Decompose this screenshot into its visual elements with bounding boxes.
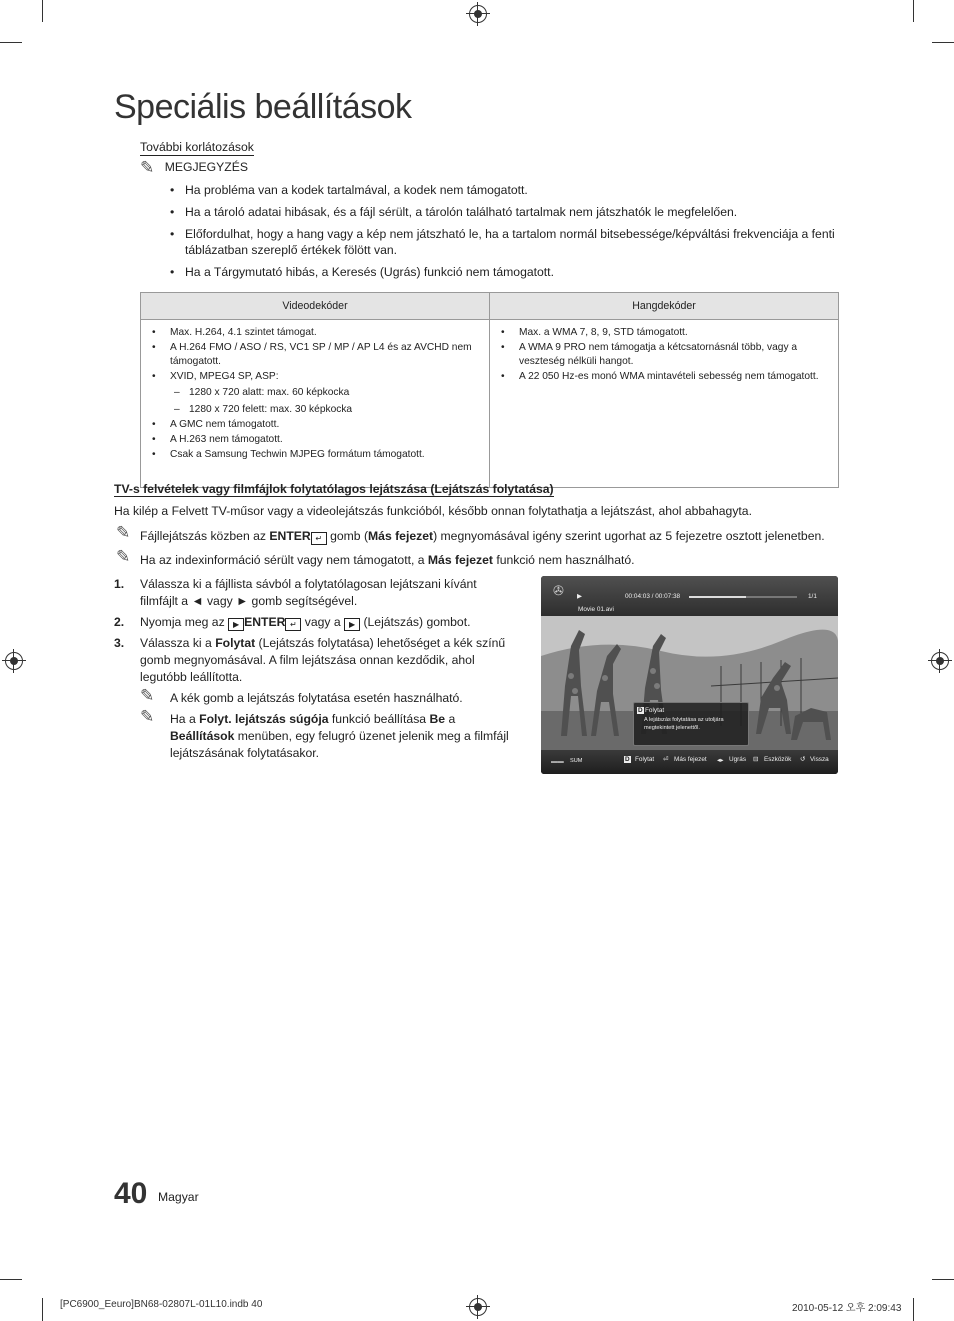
- subnote-bold: Be: [429, 712, 446, 726]
- player-bottom-bar: [541, 750, 838, 774]
- pencil-note-icon: ✎: [116, 547, 131, 566]
- crop-mark: [913, 0, 914, 22]
- enter-icon: ⏎: [663, 756, 669, 763]
- crop-mark: [0, 42, 22, 43]
- usb-icon: ▬▬: [551, 758, 564, 765]
- step-text: Válassza ki a fájllista sávból a folytatólagosan lejátszani kívánt filmfájlt a: [140, 577, 477, 608]
- device-label: SUM: [570, 758, 583, 764]
- step-text: vagy: [203, 594, 237, 608]
- list-item: • A H.263 nem támogatott.: [145, 433, 485, 448]
- footer-date: 2010-05-12 오후 2:09:43: [792, 1303, 902, 1314]
- steps-list: [114, 576, 514, 766]
- popup-text: A lejátszás folytatása az utoljára: [644, 717, 724, 723]
- list-item: • Ha a tároló adatai hibásak, és a fájl sérült, a tárolón található tartalmak nem játszhatók le megfelelően.: [170, 204, 840, 220]
- note-bold: Más fejezet: [427, 553, 493, 567]
- step-text: (Lejátszás folytatása) lehetőséget a kék színű gomb megnyomásával. A film lejátszása onnan kezdődik, ahol legutóbb leállította.: [140, 636, 506, 684]
- subnote: [140, 686, 514, 707]
- note-text: funkció nem használható.: [492, 553, 635, 567]
- pencil-note-icon: ✎: [140, 158, 155, 177]
- video-decoder-cell: [141, 320, 490, 488]
- step-text: (Lejátszás) gombot.: [360, 615, 471, 629]
- page-title: Speciális beállítások: [114, 88, 412, 126]
- tools-icon: ⊟: [753, 756, 759, 763]
- movie-icon: ✇: [553, 583, 564, 598]
- list-item: – 1280 x 720 alatt: max. 60 képkocka: [145, 384, 485, 401]
- file-count: 1/1: [808, 593, 817, 600]
- crop-mark: [42, 0, 43, 22]
- step-number: 1.: [114, 577, 125, 591]
- ugras-button[interactable]: Ugrás: [729, 756, 747, 763]
- mas-fejezet-button[interactable]: Más fejezet: [674, 756, 707, 763]
- list-item: • A H.264 FMO / ASO / RS, VC1 SP / MP / AP L4 és az AVCHD nem támogatott.: [145, 341, 485, 370]
- folytat-button[interactable]: Folytat: [635, 756, 655, 763]
- subnote-bold: Beállítások: [170, 729, 235, 743]
- list-item: • A GMC nem támogatott.: [145, 418, 485, 433]
- play-icon: ▶: [228, 618, 244, 631]
- note-bold: Más fejezet: [368, 529, 434, 543]
- note-header: [140, 158, 248, 178]
- blue-key-icon: D: [638, 707, 643, 714]
- pencil-note-icon: ✎: [116, 523, 131, 542]
- blue-key-icon: D: [625, 756, 630, 763]
- subnote-text: menüben, egy felugró üzenet jelenik meg a filmfájl lejátszásának folytatásakor.: [170, 729, 509, 760]
- crop-mark: [932, 42, 954, 43]
- registration-mark-icon: [469, 5, 487, 23]
- page-number: 40: [114, 1177, 148, 1210]
- player-top-bar: [541, 576, 838, 616]
- step-1: [114, 576, 514, 610]
- enter-key-label: ENTER: [244, 615, 286, 629]
- step-text: vagy a: [301, 615, 345, 629]
- subnote-text: a: [445, 712, 456, 726]
- enter-key-label: ENTER: [269, 529, 311, 543]
- crop-mark: [42, 1298, 43, 1321]
- right-arrow-icon: ►: [236, 594, 249, 608]
- codec-table: [140, 292, 839, 488]
- list-item: – 1280 x 720 felett: max. 30 képkocka: [145, 401, 485, 418]
- list-item: • Max. H.264, 4.1 szintet támogat.: [145, 326, 485, 341]
- crop-mark: [0, 1279, 22, 1280]
- note-text: Fájllejátszás közben az: [140, 529, 270, 543]
- restrictions-heading: További korlátozások: [140, 140, 254, 154]
- list-item: • XVID, MPEG4 SP, ASP:: [145, 370, 485, 385]
- registration-mark-icon: [469, 1298, 487, 1316]
- enter-icon: ↵: [311, 532, 327, 545]
- registration-mark-icon: [931, 652, 949, 670]
- audio-decoder-cell: [490, 320, 839, 488]
- crop-mark: [932, 1279, 954, 1280]
- pencil-note-icon: ✎: [140, 707, 155, 726]
- list-item: • A WMA 9 PRO nem támogatja a kétcsatornásnál több, vagy a veszteség nélküli hangot.: [494, 341, 834, 370]
- tv-screenshot: [541, 576, 838, 774]
- progress-track: [689, 596, 797, 598]
- step-2: [114, 614, 514, 631]
- note-text: ) megnyomásával igény szerint ugorhat az 5 fejezetre osztott jelenetben.: [433, 529, 825, 543]
- giraffe-photo: [541, 616, 838, 750]
- step-3: [114, 635, 514, 762]
- step-number: 2.: [114, 615, 125, 629]
- subnote-text: A kék gomb a lejátszás folytatása esetén használható.: [170, 691, 463, 705]
- list-item: • A 22 050 Hz-es monó WMA mintavételi sebesség nem támogatott.: [494, 370, 834, 385]
- eszkozok-button[interactable]: Eszközök: [764, 756, 792, 763]
- play-time: 00:04:03 / 00:07:38: [625, 593, 681, 600]
- step-number: 3.: [114, 636, 125, 650]
- note-text: gomb (: [326, 529, 369, 543]
- left-arrow-icon: ◄: [191, 594, 204, 608]
- pencil-note-icon: ✎: [140, 686, 155, 705]
- file-name: Movie 01.avi: [578, 606, 614, 613]
- resume-heading: TV-s felvételek vagy filmfájlok folytatólagos lejátszása (Lejátszás folytatása): [114, 482, 554, 496]
- play-icon: ▶: [344, 618, 360, 631]
- step-text: Nyomja meg az: [140, 615, 229, 629]
- language-label: Magyar: [158, 1190, 199, 1204]
- list-item: • Csak a Samsung Techwin MJPEG formátum támogatott.: [145, 448, 485, 463]
- resume-intro: Ha kilép a Felvett TV-műsor vagy a videolejátszás funkcióból, később onnan folytathatja a lejátszást, ahol abbahagyta.: [114, 504, 752, 518]
- popup-title: Folytat: [645, 707, 665, 714]
- restrictions-list: [170, 182, 840, 286]
- subnote: [140, 707, 514, 762]
- registration-mark-icon: [5, 652, 23, 670]
- vissza-button[interactable]: Vissza: [810, 756, 829, 763]
- list-item: • Ha probléma van a kodek tartalmával, a kodek nem támogatott.: [170, 182, 840, 198]
- progress-fill: [689, 596, 746, 598]
- list-item: • Ha a Tárgymutató hibás, a Keresés (Ugrás) funkció nem támogatott.: [170, 264, 840, 280]
- popup-text: megtekintett jelenettől.: [644, 725, 700, 731]
- note-text: Ha az indexinformáció sérült vagy nem támogatott, a: [140, 553, 428, 567]
- resume-popup: [633, 702, 749, 746]
- step-bold: Folytat: [215, 636, 256, 650]
- note-label: MEGJEGYZÉS: [164, 160, 248, 174]
- subnote-text: funkció beállítása: [328, 712, 430, 726]
- left-right-icon: ◂▸: [717, 757, 724, 764]
- enter-icon: ↵: [285, 618, 301, 631]
- table-header-video: Videodekóder: [141, 293, 490, 320]
- list-item: • Előfordulhat, hogy a hang vagy a kép nem játszható le, ha a tartalom normál bitsebessége/képváltási frekvenciája a fenti táblázatban szereplő értékek fölött van.: [170, 226, 840, 258]
- step-text: gomb segítségével.: [248, 594, 358, 608]
- return-icon: ↺: [800, 756, 806, 763]
- list-item: • Max. a WMA 7, 8, 9, STD támogatott.: [494, 326, 834, 341]
- footer-file: [PC6900_Eeuro]BN68-02807L-01L10.indb 40: [60, 1299, 263, 1310]
- play-state-icon: ▶: [577, 593, 582, 600]
- crop-mark: [913, 1298, 914, 1321]
- step-text: Válassza ki a: [140, 636, 216, 650]
- subnote-bold: Folyt. lejátszás súgója: [199, 712, 329, 726]
- subnote-text: Ha a: [170, 712, 200, 726]
- table-header-audio: Hangdekóder: [490, 293, 839, 320]
